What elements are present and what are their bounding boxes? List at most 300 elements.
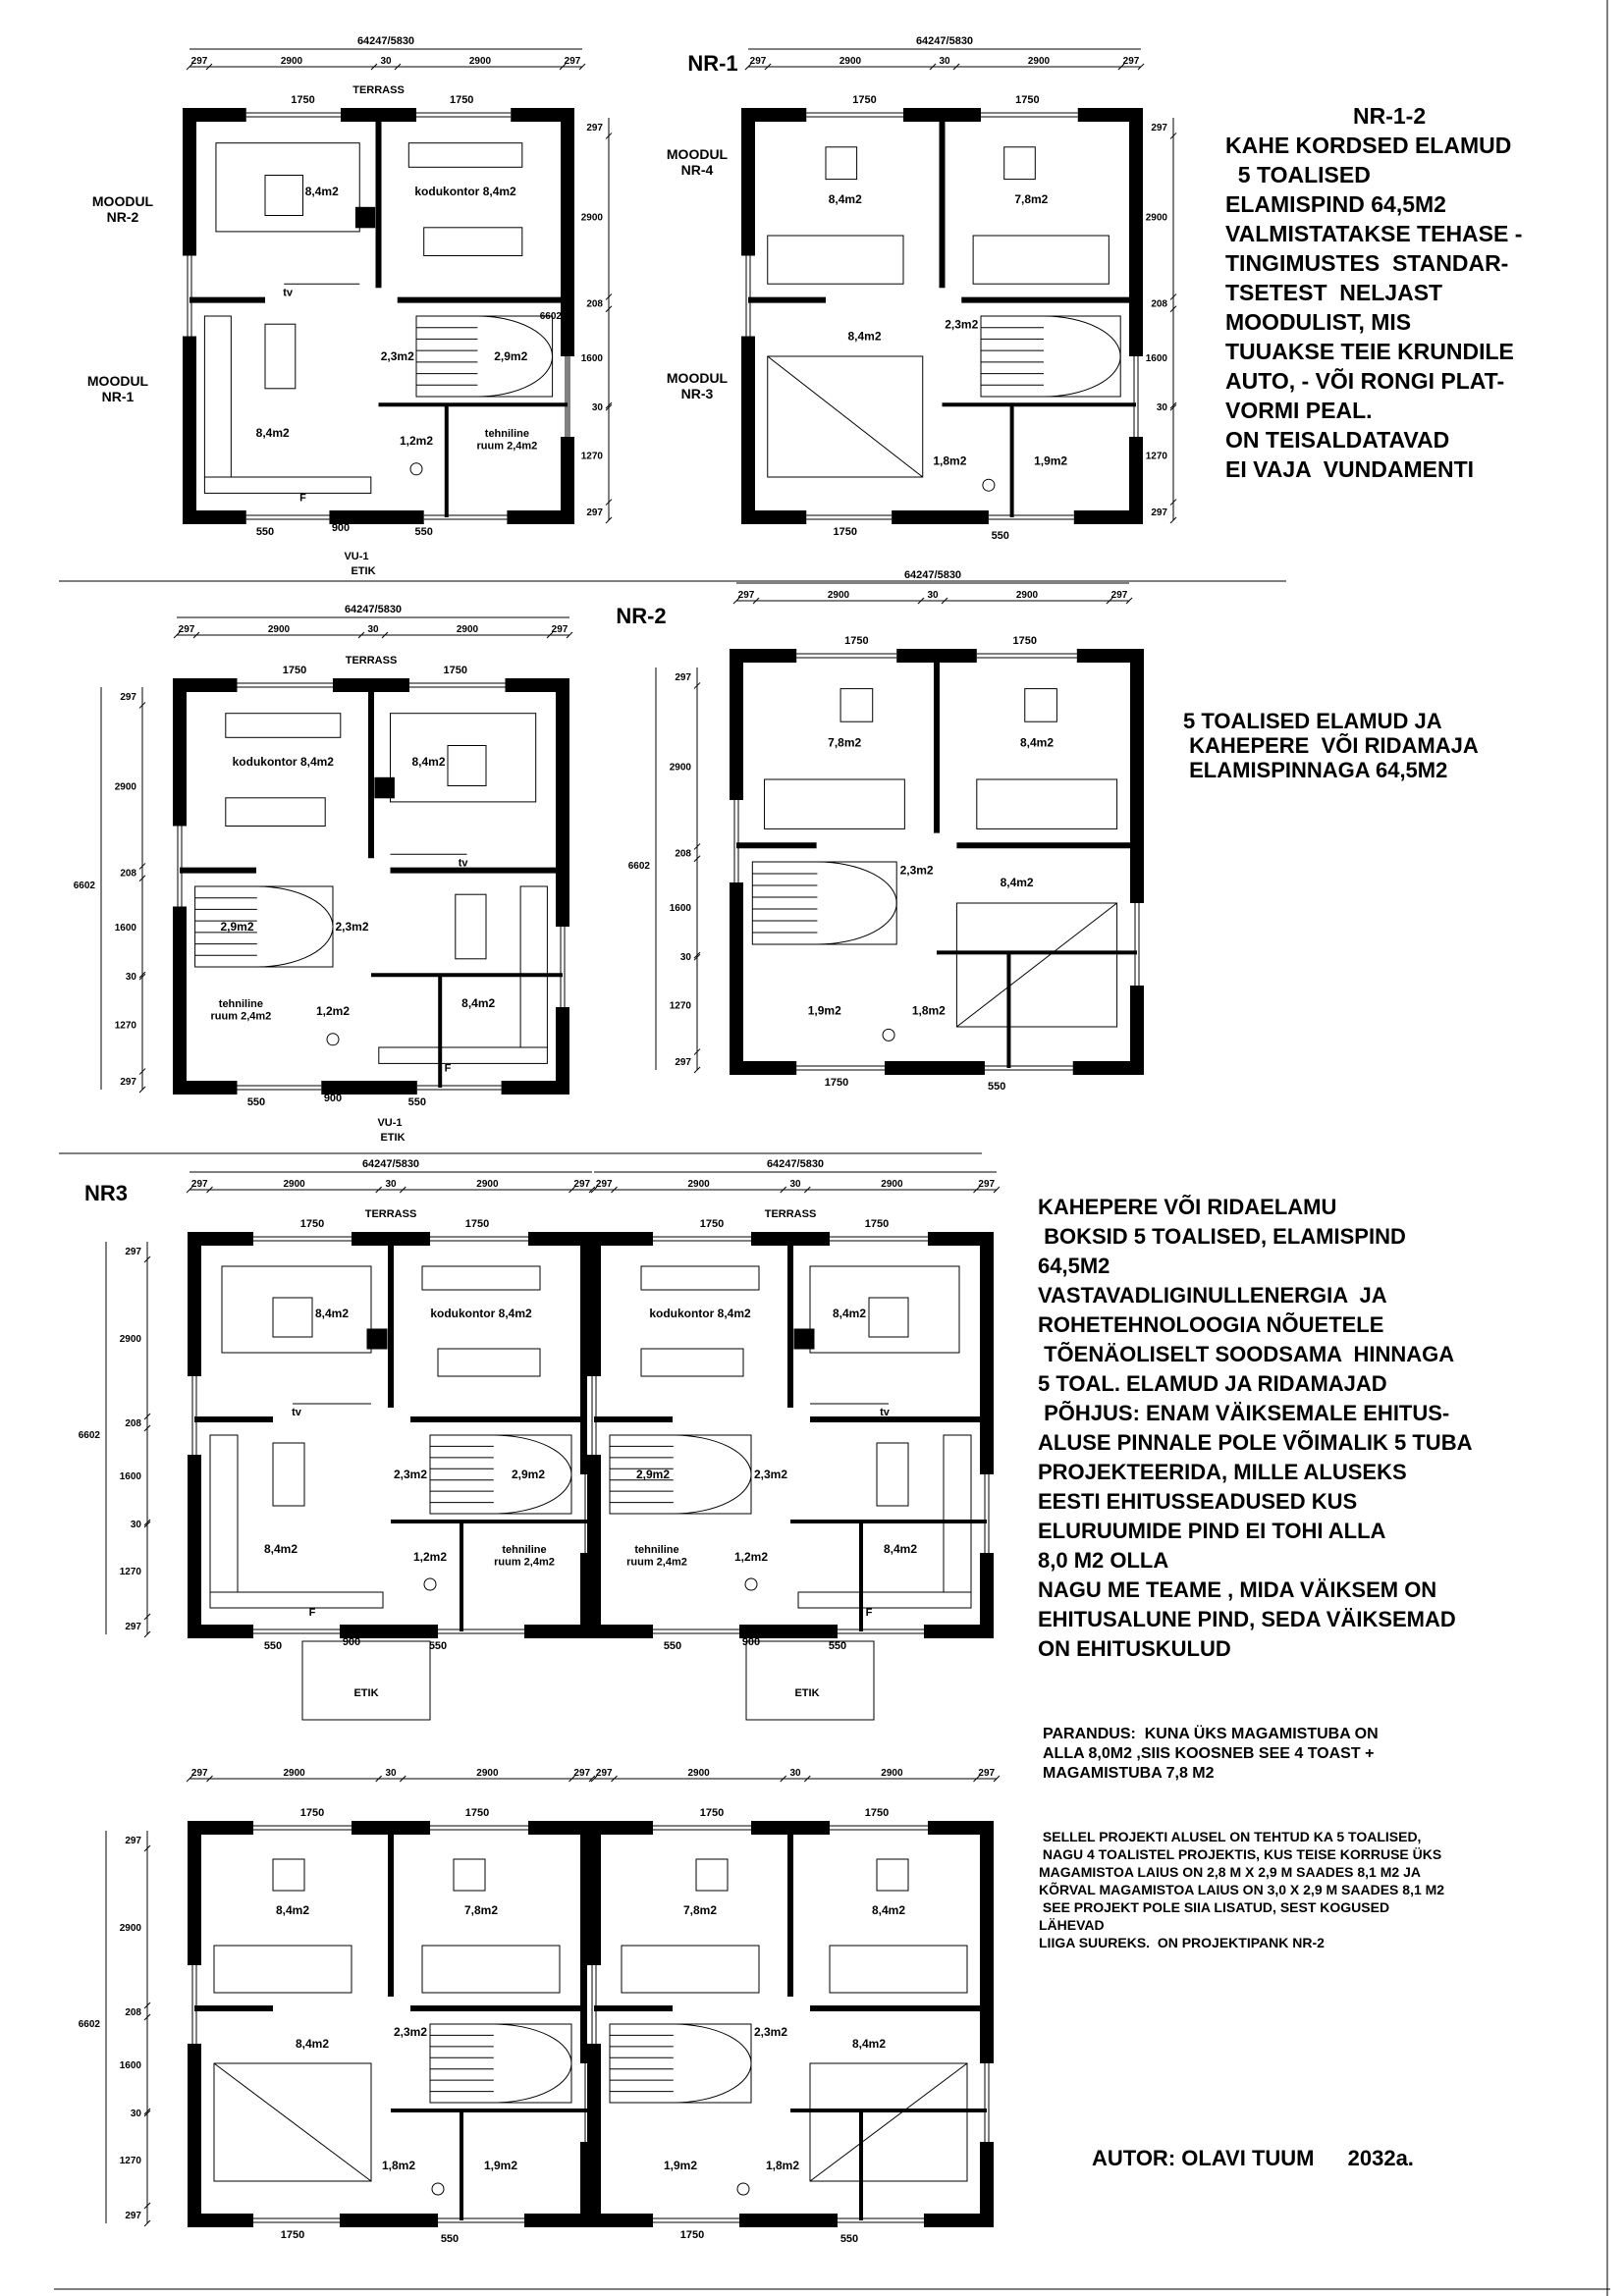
room-area-bath: 1,8m2	[911, 1003, 946, 1018]
dimension-value: 2900	[283, 1179, 305, 1190]
upper-floor-plan	[188, 1807, 594, 2245]
dimension-value: 30	[380, 56, 392, 67]
window-gap	[985, 1061, 1073, 1075]
terrace-label: TERRASS	[345, 655, 398, 667]
room-area-kitchen: 8,4m2	[883, 1542, 918, 1556]
window-gap	[1130, 903, 1144, 986]
text-line: MAGAMISTOA LAIUS ON 2,8 M X 2,9 M SAADES 8,1 M2 JA	[1039, 1864, 1421, 1880]
window-dimension: 550	[440, 2233, 460, 2245]
text-line: EESTI EHITUSSEADUSED KUS	[1038, 1489, 1358, 1514]
fridge-label: F	[308, 1607, 316, 1619]
horizontal-dimension-chain	[187, 1158, 595, 1193]
window-gap	[417, 1081, 502, 1095]
room-area-hall: 2,3m2	[753, 2025, 788, 2039]
dimension-value: 297	[125, 1247, 141, 1257]
door-dimension: 900	[331, 522, 351, 534]
window-dimension: 1750	[280, 2229, 305, 2241]
window-gap	[806, 510, 892, 524]
dimension-value: 297	[564, 56, 581, 67]
overall-height: 6602	[78, 2019, 100, 2030]
kitchen-row	[379, 1047, 548, 1063]
room-area-living: 8,4m2	[304, 185, 339, 198]
overall-dimension: 64247/5830	[361, 1158, 420, 1170]
dimension-value: 297	[573, 1768, 591, 1779]
room-area-hall: 2,3m2	[393, 1468, 428, 1481]
window-gap	[989, 510, 1074, 524]
text-line: ELAMISPINNAGA 64,5M2	[1183, 758, 1448, 782]
room-area-sauna: 1,9m2	[483, 2159, 518, 2172]
window-gap	[430, 1232, 528, 1246]
window-dimension: 550	[246, 1096, 266, 1108]
window-dimension: 1750	[464, 1218, 490, 1230]
kitchen-counter	[520, 886, 547, 1047]
window-gap	[438, 2214, 524, 2227]
dimension-value: 297	[190, 1179, 208, 1190]
correction-note	[1043, 1725, 1379, 1784]
room-area-hall: 2,3m2	[899, 863, 934, 878]
chair	[696, 1859, 728, 1891]
vertical-dimension-chain	[540, 118, 612, 523]
dimension-value: 297	[120, 1076, 136, 1088]
text-line: ELAMISPIND 64,5M2	[1225, 191, 1446, 217]
dimension-value: 297	[1110, 590, 1128, 601]
kitchen-counter	[210, 1435, 238, 1592]
stairs	[430, 2024, 571, 2103]
window-gap	[981, 108, 1078, 122]
stair-outline	[981, 316, 1120, 397]
window-gap	[838, 2214, 924, 2227]
dining-table	[456, 894, 486, 959]
entrance-label: ETIK	[353, 1687, 379, 1699]
window-dimension: 1750	[1015, 94, 1040, 106]
window-gap	[173, 827, 187, 907]
author-line	[1092, 2146, 1414, 2171]
toilet	[737, 2183, 749, 2195]
stairs	[981, 316, 1120, 397]
dimension-value: 2900	[267, 624, 291, 635]
dimension-value: 1270	[669, 1000, 691, 1012]
coffee-table	[869, 1298, 908, 1337]
author-name: AUTOR: OLAVI TUUM	[1092, 2146, 1315, 2170]
room-area-stair: 2,9m2	[494, 349, 528, 364]
nr1-description-title: NR-1-2	[1353, 103, 1427, 129]
dimension-value: 2900	[476, 1179, 499, 1190]
text-line: ALLA 8,0M2 ,SIIS KOOSNEB SEE 4 TOAST +	[1043, 1745, 1375, 1762]
chair	[273, 1859, 304, 1891]
window-gap	[653, 1232, 751, 1246]
dimension-value: 2900	[119, 1334, 141, 1345]
window-dimension: 550	[663, 1640, 682, 1652]
desk	[641, 1266, 759, 1290]
entrance-label: ETIK	[351, 565, 376, 577]
chair	[826, 147, 857, 180]
desk	[422, 1266, 540, 1290]
toilet	[983, 479, 995, 491]
room-area-hall: 2,3m2	[393, 2025, 428, 2039]
dimension-value: 30	[591, 402, 603, 414]
dimension-value: 297	[1151, 123, 1167, 134]
stair-curve	[257, 886, 333, 967]
dimension-value: 2900	[468, 56, 492, 67]
dimension-value: 2900	[687, 1179, 710, 1190]
bed	[973, 236, 1109, 284]
room-area-wc: 1,2m2	[733, 1550, 769, 1564]
room-area-living: 8,4m2	[832, 1307, 867, 1320]
dimension-value: 1600	[669, 902, 691, 914]
desk	[226, 714, 341, 738]
dimension-value: 297	[573, 1179, 591, 1190]
dimension-value: 2900	[280, 56, 303, 67]
text-line: ALUSE PINNALE POLE VÕIMALIK 5 TUBA	[1038, 1430, 1473, 1455]
room-area-bedroom: 8,4m2	[1000, 876, 1034, 890]
dimension-value: 2900	[881, 1768, 903, 1779]
toilet	[424, 1578, 436, 1590]
overall-height: 6602	[539, 311, 562, 322]
dimension-value: 2900	[476, 1768, 499, 1779]
dimension-value: 1600	[119, 2060, 141, 2071]
window-dimension: 550	[414, 526, 433, 538]
window-gap	[980, 2063, 994, 2142]
dimension-value: 30	[130, 1520, 141, 1530]
dimension-value: 297	[675, 1056, 691, 1068]
dimension-value: 297	[978, 1768, 996, 1779]
stair-curve	[1044, 316, 1120, 397]
window-gap	[238, 678, 334, 692]
window-gap	[246, 510, 330, 524]
dimension-value: 2900	[580, 212, 603, 224]
dimension-value: 297	[737, 590, 755, 601]
vertical-dimension-chain	[79, 1831, 150, 2226]
room-area-office: kodukontor 8,4m2	[649, 1307, 751, 1320]
dimension-value: 2900	[283, 1768, 305, 1779]
horizontal-dimension-chain	[745, 35, 1144, 70]
overall-height: 6602	[627, 861, 650, 872]
overall-dimension: 64247/5830	[915, 35, 974, 47]
module-label-1: MOODUL NR-1	[86, 373, 149, 405]
window-gap	[830, 1821, 928, 1835]
module-label-2: MOODUL NR-2	[91, 193, 154, 226]
window-dimension: 550	[263, 1640, 283, 1652]
window-gap	[556, 927, 569, 1007]
room-area-bedroom-small: 7,8m2	[682, 1903, 718, 1917]
window-gap	[730, 800, 743, 882]
room-area-technical: tehniline ruum 2,4m2	[476, 428, 538, 453]
window-gap	[253, 1232, 352, 1246]
room-area-wc: 1,2m2	[315, 1004, 351, 1019]
dimension-value: 30	[679, 952, 691, 964]
dimension-value: 30	[939, 56, 950, 67]
window-gap	[977, 649, 1077, 663]
dimension-value: 297	[120, 692, 136, 704]
dimension-value: 2900	[1145, 212, 1167, 224]
stove	[794, 1329, 814, 1349]
section-title-nr1: NR-1	[687, 51, 738, 76]
room-area-stair: 2,9m2	[635, 1468, 671, 1481]
dimension-value: 2900	[456, 624, 479, 635]
upper-floor-plan	[730, 635, 1144, 1093]
entrance-steps	[302, 1641, 430, 1720]
window-gap	[246, 108, 341, 122]
dimension-value: 1600	[119, 1471, 141, 1482]
door-code: VU-1	[344, 551, 369, 562]
vertical-dimension-chain	[1146, 118, 1176, 523]
coffee-table	[448, 746, 486, 786]
room-area-sauna: 1,9m2	[1034, 454, 1068, 468]
text-line: ROHETEHNOLOOGIA NÕUETELE	[1038, 1312, 1384, 1337]
stair-curve	[674, 1435, 751, 1514]
room-area-stair: 2,9m2	[511, 1468, 546, 1481]
window-dimension: 1750	[299, 1807, 325, 1819]
dimension-value: 30	[130, 2109, 141, 2119]
window-dimension: 550	[839, 2233, 859, 2245]
window-dimension: 1750	[1012, 635, 1038, 647]
window-gap	[587, 1965, 601, 2044]
dimension-value: 297	[551, 624, 568, 635]
dimension-value: 1270	[119, 2156, 141, 2166]
window-gap	[430, 1821, 528, 1835]
dimension-value: 1600	[114, 922, 136, 934]
window-gap	[409, 678, 506, 692]
upper-floor-plan	[587, 1807, 994, 2245]
dimension-value: 2900	[669, 762, 691, 774]
dimension-value: 30	[789, 1179, 801, 1190]
window-gap	[653, 2214, 739, 2227]
room-area-bedroom-small: 7,8m2	[463, 1903, 499, 1917]
dimension-value: 30	[1156, 402, 1167, 414]
bed	[765, 779, 905, 828]
vertical-dimension-chain	[74, 687, 145, 1093]
dimension-value: 297	[125, 2211, 141, 2221]
text-line: KÕRVAL MAGAMISTOA LAIUS ON 3,0 X 2,9 M SAADES 8,1 M2	[1039, 1882, 1445, 1897]
dimension-value: 297	[978, 1179, 996, 1190]
dimension-value: 30	[385, 1768, 397, 1779]
window-gap	[183, 256, 196, 337]
dining-table	[877, 1443, 908, 1506]
stair-curve	[674, 2024, 751, 2103]
overall-height: 6602	[73, 881, 95, 891]
text-line: TUUAKSE TEIE KRUNDILE	[1225, 339, 1514, 364]
stairs	[752, 862, 896, 944]
bed	[214, 1946, 352, 1993]
text-line: ON EHITUSKULUD	[1038, 1636, 1231, 1661]
dimension-value: 297	[125, 1622, 141, 1632]
window-dimension: 550	[255, 526, 275, 538]
window-dimension: 550	[988, 1081, 1006, 1093]
dimension-value: 297	[190, 56, 208, 67]
dimension-value: 30	[789, 1768, 801, 1779]
dimension-value: 297	[125, 1836, 141, 1846]
room-area-wc: 1,2m2	[399, 434, 434, 449]
room-area-technical: tehniline ruum 2,4m2	[626, 1544, 687, 1569]
text-line: VASTAVADLIGINULLENERGIA JA	[1038, 1283, 1387, 1308]
nr1-description-lines	[1225, 131, 1522, 484]
dimension-value: 297	[595, 1768, 613, 1779]
text-line: NAGU 4 TOALISTEL PROJEKTIS, KUS TEISE KORRUSE ÜKS	[1039, 1846, 1442, 1862]
room-area-bedroom-small: 7,8m2	[828, 735, 862, 750]
coffee-table	[265, 176, 303, 216]
stair-curve	[817, 862, 896, 944]
bed	[422, 1946, 560, 1993]
room-area-living: 8,4m2	[411, 755, 446, 769]
room-area-bedroom-small: 7,8m2	[1014, 192, 1049, 207]
window-gap	[806, 108, 903, 122]
terrace-label: TERRASS	[352, 84, 405, 96]
stairs	[195, 886, 333, 967]
room-area-hall: 2,3m2	[335, 920, 369, 934]
room-area-office: kodukontor 8,4m2	[414, 185, 516, 198]
text-line: AUTO, - VÕI RONGI PLAT-	[1225, 368, 1505, 394]
dimension-value: 208	[586, 298, 603, 310]
room-area-office: kodukontor 8,4m2	[232, 755, 334, 769]
entrance-label: ETIK	[380, 1132, 406, 1144]
room-area-kitchen: 8,4m2	[263, 1542, 298, 1556]
section-title-nr2: NR-2	[616, 604, 667, 628]
text-line: TSETEST NELJAST	[1225, 280, 1443, 305]
vertical-dimension-chain	[79, 1242, 150, 1637]
window-dimension: 1750	[864, 1807, 890, 1819]
stairs	[610, 1435, 751, 1514]
window-dimension: 550	[991, 530, 1009, 542]
chair	[454, 1859, 485, 1891]
project-note	[1039, 1828, 1444, 1951]
ground-floor-plan	[173, 655, 569, 1108]
door-dimension: 900	[741, 1636, 761, 1648]
text-line: SELLEL PROJEKTI ALUSEL ON TEHTUD KA 5 TOALISED,	[1039, 1829, 1422, 1844]
window-dimension: 1750	[443, 665, 468, 676]
room-area-kitchen: 8,4m2	[461, 996, 496, 1010]
kitchen-row	[204, 477, 370, 493]
stair-outline	[752, 862, 896, 944]
dimension-value: 30	[385, 1179, 397, 1190]
text-line: 5 TOALISED ELAMUD JA	[1183, 709, 1442, 733]
dimension-value: 208	[120, 868, 136, 880]
text-line: VALMISTATAKSE TEHASE -	[1225, 221, 1523, 246]
window-dimension: 1750	[844, 635, 869, 647]
stair-curve	[494, 2024, 571, 2103]
stairs	[610, 2024, 751, 2103]
ground-floor-plan	[587, 1208, 994, 1652]
dimension-value: 2900	[119, 1923, 141, 1934]
bed-sofa	[438, 1349, 540, 1376]
text-line: TÕENÄOLISELT SOODSAMA HINNAGA	[1038, 1342, 1455, 1366]
window-gap	[188, 1965, 201, 2044]
window-gap	[253, 1625, 340, 1638]
dimension-value: 297	[178, 624, 195, 635]
window-gap	[980, 1474, 994, 1553]
dimension-value: 1600	[1145, 352, 1167, 364]
window-gap	[188, 1376, 201, 1455]
stove	[375, 777, 395, 798]
module-label-3: MOODUL NR-3	[666, 370, 729, 402]
text-line: LÄHEVAD	[1039, 1917, 1105, 1933]
stairs	[416, 316, 553, 397]
window-dimension: 1750	[291, 94, 315, 106]
dimension-value: 297	[1151, 507, 1167, 518]
ground-floor-plan	[183, 84, 574, 538]
room-area-bedroom: 8,4m2	[1019, 735, 1055, 750]
text-line: SEE PROJEKT POLE SIIA LISATUD, SEST KOGUSED	[1039, 1899, 1390, 1915]
coffee-table	[273, 1298, 312, 1337]
dimension-value: 208	[125, 2007, 141, 2018]
dimension-value: 208	[125, 1418, 141, 1429]
bed	[830, 1946, 967, 1993]
fridge-label: F	[299, 492, 306, 505]
stove	[355, 207, 374, 228]
window-dimension: 1750	[299, 1218, 325, 1230]
terrace-label: TERRASS	[364, 1208, 417, 1220]
horizontal-dimension-chain	[174, 604, 572, 638]
text-line: VORMI PEAL.	[1225, 398, 1373, 423]
horizontal-dimension-chain	[187, 35, 585, 70]
room-area-bedroom: 8,4m2	[851, 2037, 887, 2051]
window-gap	[438, 1625, 524, 1638]
bed-cross	[810, 2063, 967, 2181]
author-year: 2032a.	[1347, 2146, 1414, 2170]
bed	[977, 779, 1117, 828]
room-area-bedroom: 8,4m2	[295, 2037, 330, 2051]
dining-table	[265, 324, 296, 389]
dimension-value: 30	[125, 972, 136, 984]
bed-cross	[956, 903, 1116, 1027]
room-area-bath: 1,8m2	[933, 454, 967, 468]
text-line: 5 TOAL. ELAMUD JA RIDAMAJAD	[1038, 1371, 1387, 1396]
dimension-value: 2900	[839, 56, 862, 67]
room-area-sauna: 1,9m2	[663, 2159, 698, 2172]
bed	[622, 1946, 759, 1993]
nr2-description	[1183, 709, 1479, 782]
room-area-hall: 2,3m2	[945, 317, 979, 332]
dimension-value: 30	[367, 624, 379, 635]
dimension-value: 1270	[580, 451, 603, 462]
text-line: NAGU ME TEAME , MIDA VÄIKSEM ON	[1038, 1577, 1437, 1602]
entrance-steps	[746, 1641, 874, 1720]
room-area-hall: 2,3m2	[753, 1468, 788, 1481]
chair	[877, 1859, 908, 1891]
dining-table	[273, 1443, 304, 1506]
dimension-value: 297	[675, 672, 691, 684]
window-gap	[424, 510, 508, 524]
desk	[408, 143, 522, 168]
chair	[1004, 147, 1036, 180]
text-line: 5 TOALISED	[1225, 162, 1371, 187]
bed-sofa	[424, 228, 522, 256]
room-area-bedroom: 8,4m2	[847, 329, 882, 344]
overall-dimension: 64247/5830	[766, 1158, 825, 1170]
window-dimension: 1750	[464, 1807, 490, 1819]
room-area-hall: 2,3m2	[380, 349, 414, 364]
dimension-value: 2900	[1027, 56, 1051, 67]
window-dimension: 1750	[864, 1218, 890, 1230]
upper-floor-plan	[741, 94, 1143, 542]
dimension-value: 297	[1122, 56, 1140, 67]
room-area-bedroom: 8,4m2	[275, 1903, 310, 1917]
window-gap	[253, 2214, 340, 2227]
nr1-description	[1225, 101, 1522, 484]
section-title-nr3: NR3	[83, 1181, 129, 1205]
room-area-sauna: 1,9m2	[807, 1003, 841, 1018]
door-dimension: 900	[342, 1636, 361, 1648]
room-area-bedroom: 8,4m2	[871, 1903, 906, 1917]
room-area-living: 8,4m2	[314, 1307, 350, 1320]
tv-label: tv	[283, 287, 293, 299]
horizontal-dimension-chain	[187, 1768, 595, 1782]
room-area-technical: tehniline ruum 2,4m2	[494, 1544, 555, 1569]
text-line: MOODULIST, MIS	[1225, 309, 1412, 335]
window-dimension: 1750	[824, 1077, 849, 1089]
text-line: 8,0 M2 OLLA	[1038, 1548, 1169, 1573]
door-code: VU-1	[377, 1117, 403, 1129]
kitchen-counter	[204, 316, 231, 477]
